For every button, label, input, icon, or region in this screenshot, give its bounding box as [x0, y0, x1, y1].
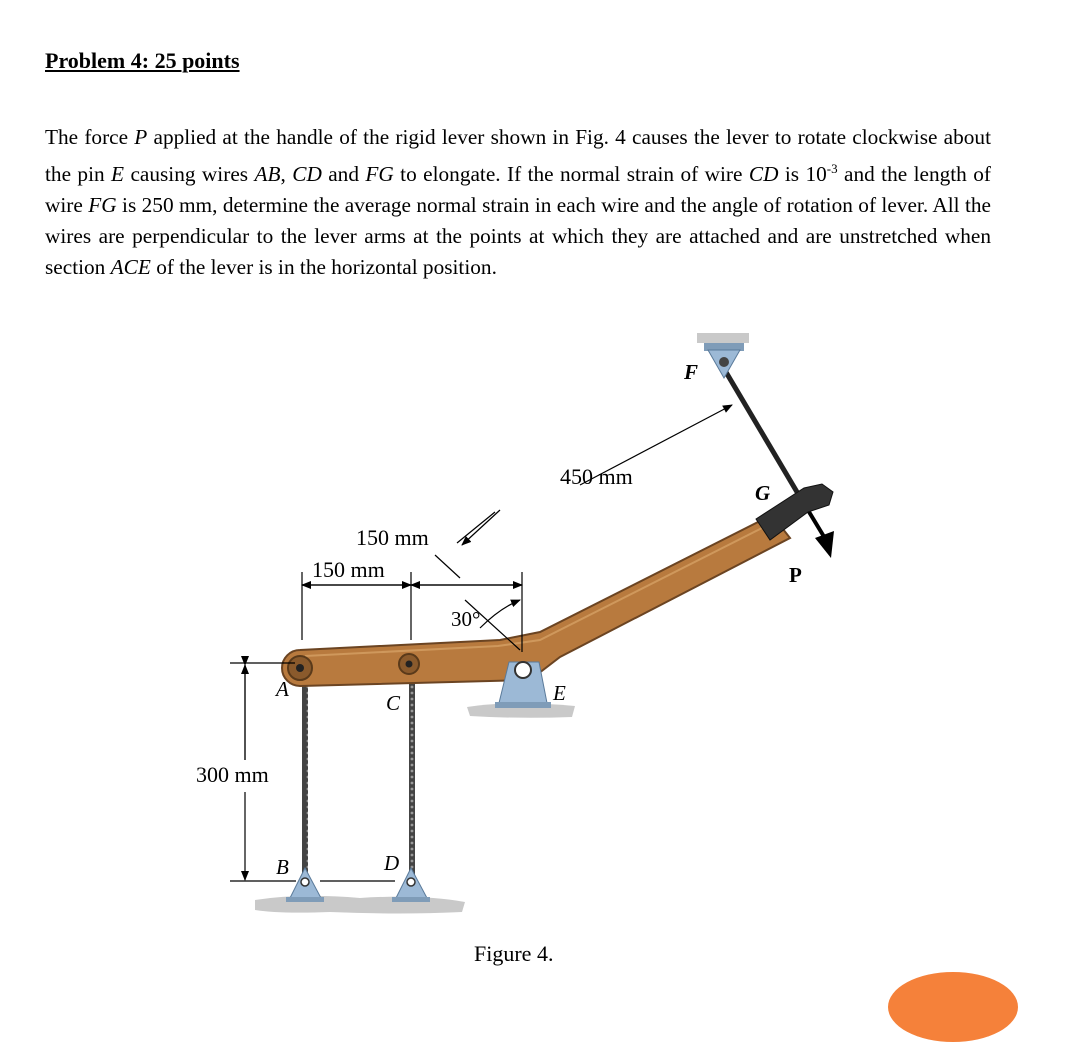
dim-150-top-label: 150 mm — [356, 525, 429, 550]
wire-ab — [302, 666, 308, 881]
label-c: C — [386, 691, 401, 715]
angle-30-label: 30° — [451, 607, 481, 631]
label-g: G — [755, 481, 771, 505]
corner-decoration — [888, 972, 1018, 1042]
dim-150-bottom-label: 150 mm — [312, 557, 385, 582]
figure-caption: Figure 4. — [474, 941, 554, 966]
wire-cd — [409, 666, 415, 881]
label-e: E — [553, 681, 566, 705]
support-b — [286, 868, 324, 902]
problem-heading: Problem 4: 25 points — [45, 48, 240, 73]
label-p: P — [789, 563, 802, 587]
problem-statement: The force P applied at the handle of the rigid lever shown in Fig. 4 causes the lever to rotate clockwise about the pin E causing wires AB, CD and FG to elongate. If the normal strain of wire CD is $10^{-3}$ and the length of wire FG is 250 mm, determine the average normal strain in each wire and the angle of rotation of lever. All the wires are perpendicular to the lever arms at the points at which they are attached and are unstretched when section ACE of the lever is in the horizontal position. — [45, 125, 991, 280]
dim-450-label: 450 mm — [560, 464, 633, 489]
label-d: D — [384, 851, 400, 875]
wire-fg — [720, 362, 797, 492]
ceiling-f — [697, 333, 749, 343]
label-b: B — [276, 855, 289, 879]
label-f: F — [684, 360, 699, 384]
support-f — [704, 343, 744, 378]
label-a: A — [276, 677, 289, 701]
dim-300-label: 300 mm — [196, 762, 269, 787]
